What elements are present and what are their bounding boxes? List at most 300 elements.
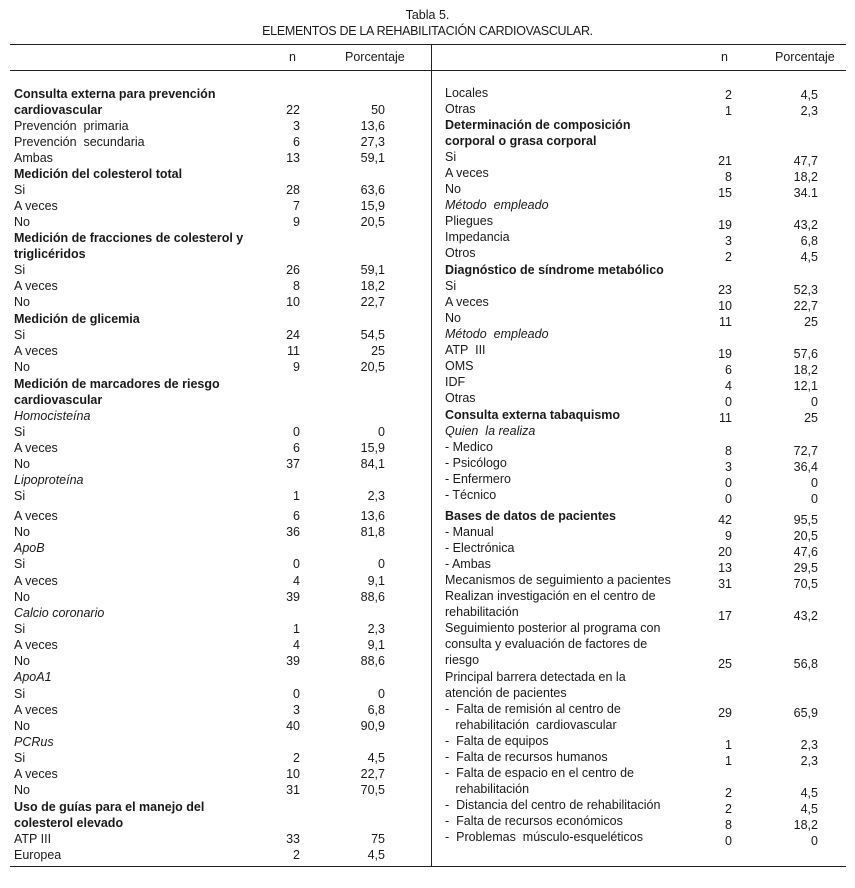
table-row — [445, 765, 845, 781]
row-n-value: 0 — [293, 557, 300, 571]
table-row — [14, 86, 424, 102]
bottom-rule — [10, 866, 846, 867]
row-label: - Falta de espacio en el centro de — [445, 766, 635, 780]
table-row — [14, 734, 424, 750]
row-percentage-value: 13,6 — [360, 509, 385, 523]
row-percentage-value: 2,3 — [800, 738, 818, 752]
row-label: Impedancia — [445, 230, 510, 244]
row-percentage-value: 84,1 — [360, 457, 385, 471]
table-row — [14, 524, 424, 540]
row-percentage-value: 65,9 — [793, 706, 818, 720]
row-n-value: 13 — [286, 151, 300, 165]
row-label: A veces — [14, 767, 58, 781]
table-row — [445, 588, 845, 604]
row-n-value: 25 — [718, 657, 732, 671]
row-percentage-value: 22,7 — [793, 299, 818, 313]
row-label: Si — [445, 279, 457, 293]
row-n-value: 10 — [718, 299, 732, 313]
row-label: Si — [14, 263, 26, 277]
table-row — [14, 589, 424, 605]
row-n-value: 2 — [293, 751, 300, 765]
row-percentage-value: 75 — [371, 832, 385, 846]
row-label: Otras — [445, 102, 476, 116]
row-n-value: 1 — [293, 622, 300, 636]
row-label: Medición del colesterol total — [14, 167, 183, 181]
row-percentage-value: 22,7 — [360, 767, 385, 781]
row-n-value: 0 — [293, 425, 300, 439]
row-label: Método empleado — [445, 327, 549, 341]
row-n-value: 3 — [725, 460, 732, 474]
row-n-value: 22 — [286, 103, 300, 117]
row-label: No — [14, 360, 30, 374]
row-n-value: 2 — [725, 250, 732, 264]
row-n-value: 39 — [286, 654, 300, 668]
row-label: Prevención primaria — [14, 119, 129, 133]
row-label: Si — [14, 425, 26, 439]
table-row — [14, 847, 424, 863]
table-row — [14, 440, 424, 456]
row-label: No — [14, 654, 30, 668]
row-label: corporal o grasa corporal — [445, 134, 597, 148]
row-n-value: 8 — [725, 170, 732, 184]
table-row — [445, 310, 845, 329]
table-row — [445, 213, 845, 232]
row-label: Determinación de composición — [445, 118, 631, 132]
row-label: Si — [14, 751, 26, 765]
table-row — [14, 230, 424, 246]
row-label: Diagnóstico de síndrome metabólico — [445, 263, 664, 277]
row-percentage-value: 88,6 — [360, 654, 385, 668]
table-row — [445, 85, 845, 101]
table-row — [14, 262, 424, 278]
row-percentage-value: 34.1 — [793, 186, 818, 200]
row-n-value: 42 — [718, 513, 732, 527]
row-label: Mecanismos de seguimiento a pacientes — [445, 573, 671, 587]
row-label: rehabilitación — [445, 605, 519, 619]
table-row — [445, 733, 845, 752]
row-label: Homocisteína — [14, 409, 91, 423]
row-label: Calcio coronario — [14, 606, 105, 620]
row-n-value: 1 — [725, 738, 732, 752]
table-row — [445, 294, 845, 313]
row-percentage-value: 43,2 — [793, 218, 818, 232]
row-n-value: 6 — [725, 363, 732, 377]
row-label: IDF — [445, 375, 466, 389]
table-row — [14, 702, 424, 718]
row-label: Principal barrera detectada en la — [445, 670, 626, 684]
row-percentage-value: 0 — [811, 395, 818, 409]
row-n-value: 17 — [718, 609, 732, 623]
table-row — [445, 407, 845, 423]
row-label: cardiovascular — [14, 393, 103, 407]
row-percentage-value: 54,5 — [360, 328, 385, 342]
row-label: - Falta de remisión al centro de — [445, 702, 621, 716]
row-percentage-value: 20,5 — [360, 360, 385, 374]
table-row — [14, 198, 424, 214]
row-label: A veces — [14, 441, 58, 455]
row-n-value: 3 — [293, 119, 300, 133]
row-label: Otras — [445, 391, 476, 405]
left-n-header: n — [289, 50, 296, 64]
row-label: A veces — [445, 166, 489, 180]
row-percentage-value: 4,5 — [800, 802, 818, 816]
table-row — [14, 669, 424, 685]
row-label: cardiovascular — [14, 103, 103, 117]
row-n-value: 39 — [286, 590, 300, 604]
row-label: atención de pacientes — [445, 686, 567, 700]
row-n-value: 2 — [725, 802, 732, 816]
row-percentage-value: 63,6 — [360, 183, 385, 197]
row-n-value: 37 — [286, 457, 300, 471]
table-row — [14, 359, 424, 375]
row-label: A veces — [14, 199, 58, 213]
row-n-value: 3 — [293, 703, 300, 717]
right-n-header: n — [721, 50, 728, 64]
table-row — [445, 749, 845, 768]
row-percentage-value: 20,5 — [360, 215, 385, 229]
row-percentage-value: 47,7 — [793, 154, 818, 168]
row-label: No — [14, 783, 30, 797]
row-label: No — [14, 457, 30, 471]
row-percentage-value: 57,6 — [793, 347, 818, 361]
table-row — [14, 573, 424, 589]
row-label: No — [445, 182, 461, 196]
table-row — [14, 815, 424, 831]
row-percentage-value: 0 — [378, 557, 385, 571]
row-n-value: 28 — [286, 183, 300, 197]
table-row — [14, 343, 424, 359]
row-n-value: 0 — [725, 395, 732, 409]
row-percentage-value: 2,3 — [800, 104, 818, 118]
row-n-value: 20 — [718, 545, 732, 559]
row-label: - Falta de equipos — [445, 734, 549, 748]
table-row — [445, 390, 845, 409]
table-row — [14, 246, 424, 262]
row-percentage-value: 95,5 — [793, 513, 818, 527]
row-n-value: 0 — [725, 834, 732, 848]
table-row — [14, 766, 424, 782]
row-n-value: 21 — [718, 154, 732, 168]
row-percentage-value: 6,8 — [367, 703, 385, 717]
table-row — [445, 487, 845, 506]
table-row — [445, 669, 845, 685]
table-row — [14, 456, 424, 472]
row-n-value: 33 — [286, 832, 300, 846]
row-percentage-value: 0 — [811, 476, 818, 490]
row-percentage-value: 0 — [811, 834, 818, 848]
row-label: No — [445, 311, 461, 325]
row-n-value: 11 — [287, 344, 300, 358]
row-label: - Ambas — [445, 557, 491, 571]
row-percentage-value: 13,6 — [360, 119, 385, 133]
table-row — [445, 781, 845, 800]
row-label: A veces — [14, 344, 58, 358]
row-n-value: 1 — [725, 104, 732, 118]
table-row — [445, 813, 845, 832]
row-percentage-value: 6,8 — [800, 234, 818, 248]
row-label: No — [14, 525, 30, 539]
table-row — [445, 165, 845, 184]
row-label: Otros — [445, 246, 476, 260]
row-label: No — [14, 590, 30, 604]
row-percentage-value: 56,8 — [793, 657, 818, 671]
table-row — [14, 782, 424, 798]
table-row — [445, 149, 845, 168]
table-title: Tabla 5. — [405, 8, 450, 22]
row-percentage-value: 15,9 — [360, 441, 385, 455]
row-n-value: 36 — [286, 525, 300, 539]
row-percentage-value: 90,9 — [360, 719, 385, 733]
row-percentage-value: 52,3 — [793, 283, 818, 297]
row-percentage-value: 18,2 — [360, 279, 385, 293]
row-label: OMS — [445, 359, 474, 373]
table-row — [14, 488, 424, 504]
row-n-value: 29 — [718, 706, 732, 720]
table-row — [445, 117, 845, 133]
row-label: Medición de marcadores de riesgo — [14, 377, 220, 391]
row-n-value: 15 — [718, 186, 732, 200]
row-label: rehabilitación — [445, 782, 530, 796]
table-row — [14, 621, 424, 637]
row-label: consulta y evaluación de factores de — [445, 637, 648, 651]
row-n-value: 2 — [725, 88, 732, 102]
row-label: - Técnico — [445, 488, 497, 502]
row-label: Si — [14, 557, 26, 571]
right-pct-header: Porcentaje — [775, 50, 835, 64]
row-percentage-value: 43,2 — [793, 609, 818, 623]
row-percentage-value: 81,8 — [360, 525, 385, 539]
row-percentage-value: 59,1 — [360, 151, 385, 165]
row-label: triglicéridos — [14, 247, 86, 261]
row-label: colesterol elevado — [14, 816, 124, 830]
table-row — [14, 102, 424, 118]
table-row — [445, 471, 845, 490]
row-percentage-value: 0 — [811, 492, 818, 506]
row-n-value: 8 — [293, 279, 300, 293]
row-percentage-value: 70,5 — [360, 783, 385, 797]
table-row — [14, 556, 424, 572]
row-n-value: 31 — [718, 577, 732, 591]
row-percentage-value: 47,6 — [793, 545, 818, 559]
row-label: - Distancia del centro de rehabilitación — [445, 798, 661, 812]
row-n-value: 13 — [718, 561, 732, 575]
table-row — [14, 311, 424, 327]
table-row — [445, 797, 845, 816]
row-percentage-value: 4,5 — [367, 751, 385, 765]
row-label: Uso de guías para el manejo del — [14, 800, 205, 814]
row-label: ApoA1 — [14, 670, 52, 684]
row-n-value: 2 — [725, 786, 732, 800]
row-n-value: 0 — [725, 492, 732, 506]
table-row — [14, 653, 424, 669]
table-row — [14, 408, 424, 424]
row-percentage-value: 25 — [804, 411, 818, 425]
row-label: A veces — [14, 574, 58, 588]
table-row — [445, 620, 845, 636]
table-row — [445, 685, 845, 701]
row-label: Consulta externa tabaquismo — [445, 408, 621, 422]
row-label: A veces — [14, 279, 58, 293]
row-n-value: 19 — [718, 218, 732, 232]
row-n-value: 8 — [725, 818, 732, 832]
row-label: Si — [14, 328, 26, 342]
table-row — [445, 133, 845, 149]
row-label: Realizan investigación en el centro de — [445, 589, 656, 603]
table-row — [14, 424, 424, 440]
table-row — [14, 750, 424, 766]
row-n-value: 31 — [286, 783, 300, 797]
row-n-value: 10 — [286, 295, 300, 309]
row-percentage-value: 88,6 — [360, 590, 385, 604]
row-percentage-value: 2,3 — [800, 754, 818, 768]
row-n-value: 8 — [725, 444, 732, 458]
row-percentage-value: 4,5 — [367, 848, 385, 862]
table-row — [14, 327, 424, 343]
table-row — [445, 636, 845, 652]
row-percentage-value: 12,1 — [793, 379, 818, 393]
row-n-value: 0 — [725, 476, 732, 490]
row-label: Si — [14, 687, 26, 701]
table-row — [445, 540, 845, 559]
row-label: Si — [445, 150, 457, 164]
row-label: Método empleado — [445, 198, 549, 212]
row-percentage-value: 29,5 — [793, 561, 818, 575]
row-n-value: 40 — [286, 719, 300, 733]
table-row — [14, 831, 424, 847]
row-label: Lipoproteína — [14, 473, 84, 487]
table-row — [14, 508, 424, 524]
table-row — [14, 214, 424, 230]
table-row — [14, 472, 424, 488]
row-percentage-value: 4,5 — [800, 88, 818, 102]
row-n-value: 9 — [725, 529, 732, 543]
left-pct-header: Porcentaje — [345, 50, 405, 64]
table-row — [14, 637, 424, 653]
row-label: ApoB — [14, 541, 45, 555]
table-row — [14, 278, 424, 294]
row-n-value: 26 — [286, 263, 300, 277]
row-percentage-value: 25 — [371, 344, 385, 358]
row-n-value: 9 — [293, 215, 300, 229]
table-row — [445, 701, 845, 720]
row-percentage-value: 27,3 — [360, 135, 385, 149]
row-label: Si — [14, 489, 26, 503]
row-label: Seguimiento posterior al programa con — [445, 621, 661, 635]
row-label: Prevención secundaria — [14, 135, 145, 149]
row-percentage-value: 9,1 — [367, 638, 385, 652]
table-row — [445, 829, 845, 848]
row-n-value: 4 — [725, 379, 732, 393]
row-n-value: 11 — [719, 411, 732, 425]
row-n-value: 9 — [293, 360, 300, 374]
row-n-value: 11 — [719, 315, 732, 329]
table-row — [445, 262, 845, 278]
table-row — [14, 182, 424, 198]
table-row — [14, 166, 424, 182]
row-n-value: 24 — [286, 328, 300, 342]
table-row — [14, 150, 424, 166]
row-label: - Enfermero — [445, 472, 511, 486]
table-row — [445, 342, 845, 361]
row-n-value: 23 — [718, 283, 732, 297]
row-label: - Medico — [445, 440, 493, 454]
row-label: - Electrónica — [445, 541, 515, 555]
table-row — [445, 652, 845, 671]
table-row — [445, 229, 845, 248]
header-rule — [10, 70, 846, 71]
row-label: No — [14, 295, 30, 309]
row-label: Quien la realiza — [445, 424, 536, 438]
row-n-value: 6 — [293, 135, 300, 149]
row-n-value: 3 — [725, 234, 732, 248]
row-n-value: 1 — [293, 489, 300, 503]
row-label: A veces — [445, 295, 489, 309]
table-row — [14, 376, 424, 392]
row-percentage-value: 0 — [378, 687, 385, 701]
row-label: A veces — [14, 638, 58, 652]
row-label: Consulta externa para prevención — [14, 87, 216, 101]
table-row — [445, 326, 845, 342]
row-percentage-value: 15,9 — [360, 199, 385, 213]
row-label: - Manual — [445, 525, 494, 539]
row-percentage-value: 2,3 — [367, 489, 385, 503]
row-percentage-value: 2,3 — [367, 622, 385, 636]
row-label: Bases de datos de pacientes — [445, 509, 616, 523]
row-label: A veces — [14, 703, 58, 717]
row-label: Medición de glicemia — [14, 312, 140, 326]
table-row — [14, 134, 424, 150]
row-percentage-value: 22,7 — [360, 295, 385, 309]
table-row — [445, 455, 845, 474]
row-n-value: 1 — [725, 754, 732, 768]
table-row — [445, 278, 845, 297]
table-row — [14, 392, 424, 408]
table-row — [445, 358, 845, 377]
row-label: ATP III — [445, 343, 486, 357]
row-label: Pliegues — [445, 214, 493, 228]
row-label: - Problemas músculo-esqueléticos — [445, 830, 643, 844]
row-percentage-value: 59,1 — [360, 263, 385, 277]
table-row — [445, 572, 845, 591]
row-n-value: 6 — [293, 441, 300, 455]
row-n-value: 0 — [293, 687, 300, 701]
table-row — [14, 605, 424, 621]
row-percentage-value: 4,5 — [800, 250, 818, 264]
row-label: Si — [14, 622, 26, 636]
top-rule — [10, 44, 846, 45]
table-row — [445, 181, 845, 200]
row-n-value: 4 — [293, 638, 300, 652]
column-divider — [431, 45, 432, 867]
row-label: Medición de fracciones de colesterol y — [14, 231, 244, 245]
row-label: - Psicólogo — [445, 456, 507, 470]
row-label: PCRus — [14, 735, 54, 749]
row-percentage-value: 18,2 — [793, 363, 818, 377]
row-n-value: 6 — [293, 509, 300, 523]
row-percentage-value: 18,2 — [793, 818, 818, 832]
table-row — [14, 718, 424, 734]
row-percentage-value: 36,4 — [793, 460, 818, 474]
table-row — [445, 556, 845, 575]
row-label: riesgo — [445, 653, 480, 667]
row-n-value: 10 — [286, 767, 300, 781]
table-row — [445, 101, 845, 117]
row-percentage-value: 0 — [378, 425, 385, 439]
table-subtitle: ELEMENTOS DE LA REHABILITACIÓN CARDIOVASCULAR. — [262, 24, 593, 38]
row-label: rehabilitación cardiovascular — [445, 718, 617, 732]
table-row — [445, 197, 845, 213]
table-row — [445, 439, 845, 458]
